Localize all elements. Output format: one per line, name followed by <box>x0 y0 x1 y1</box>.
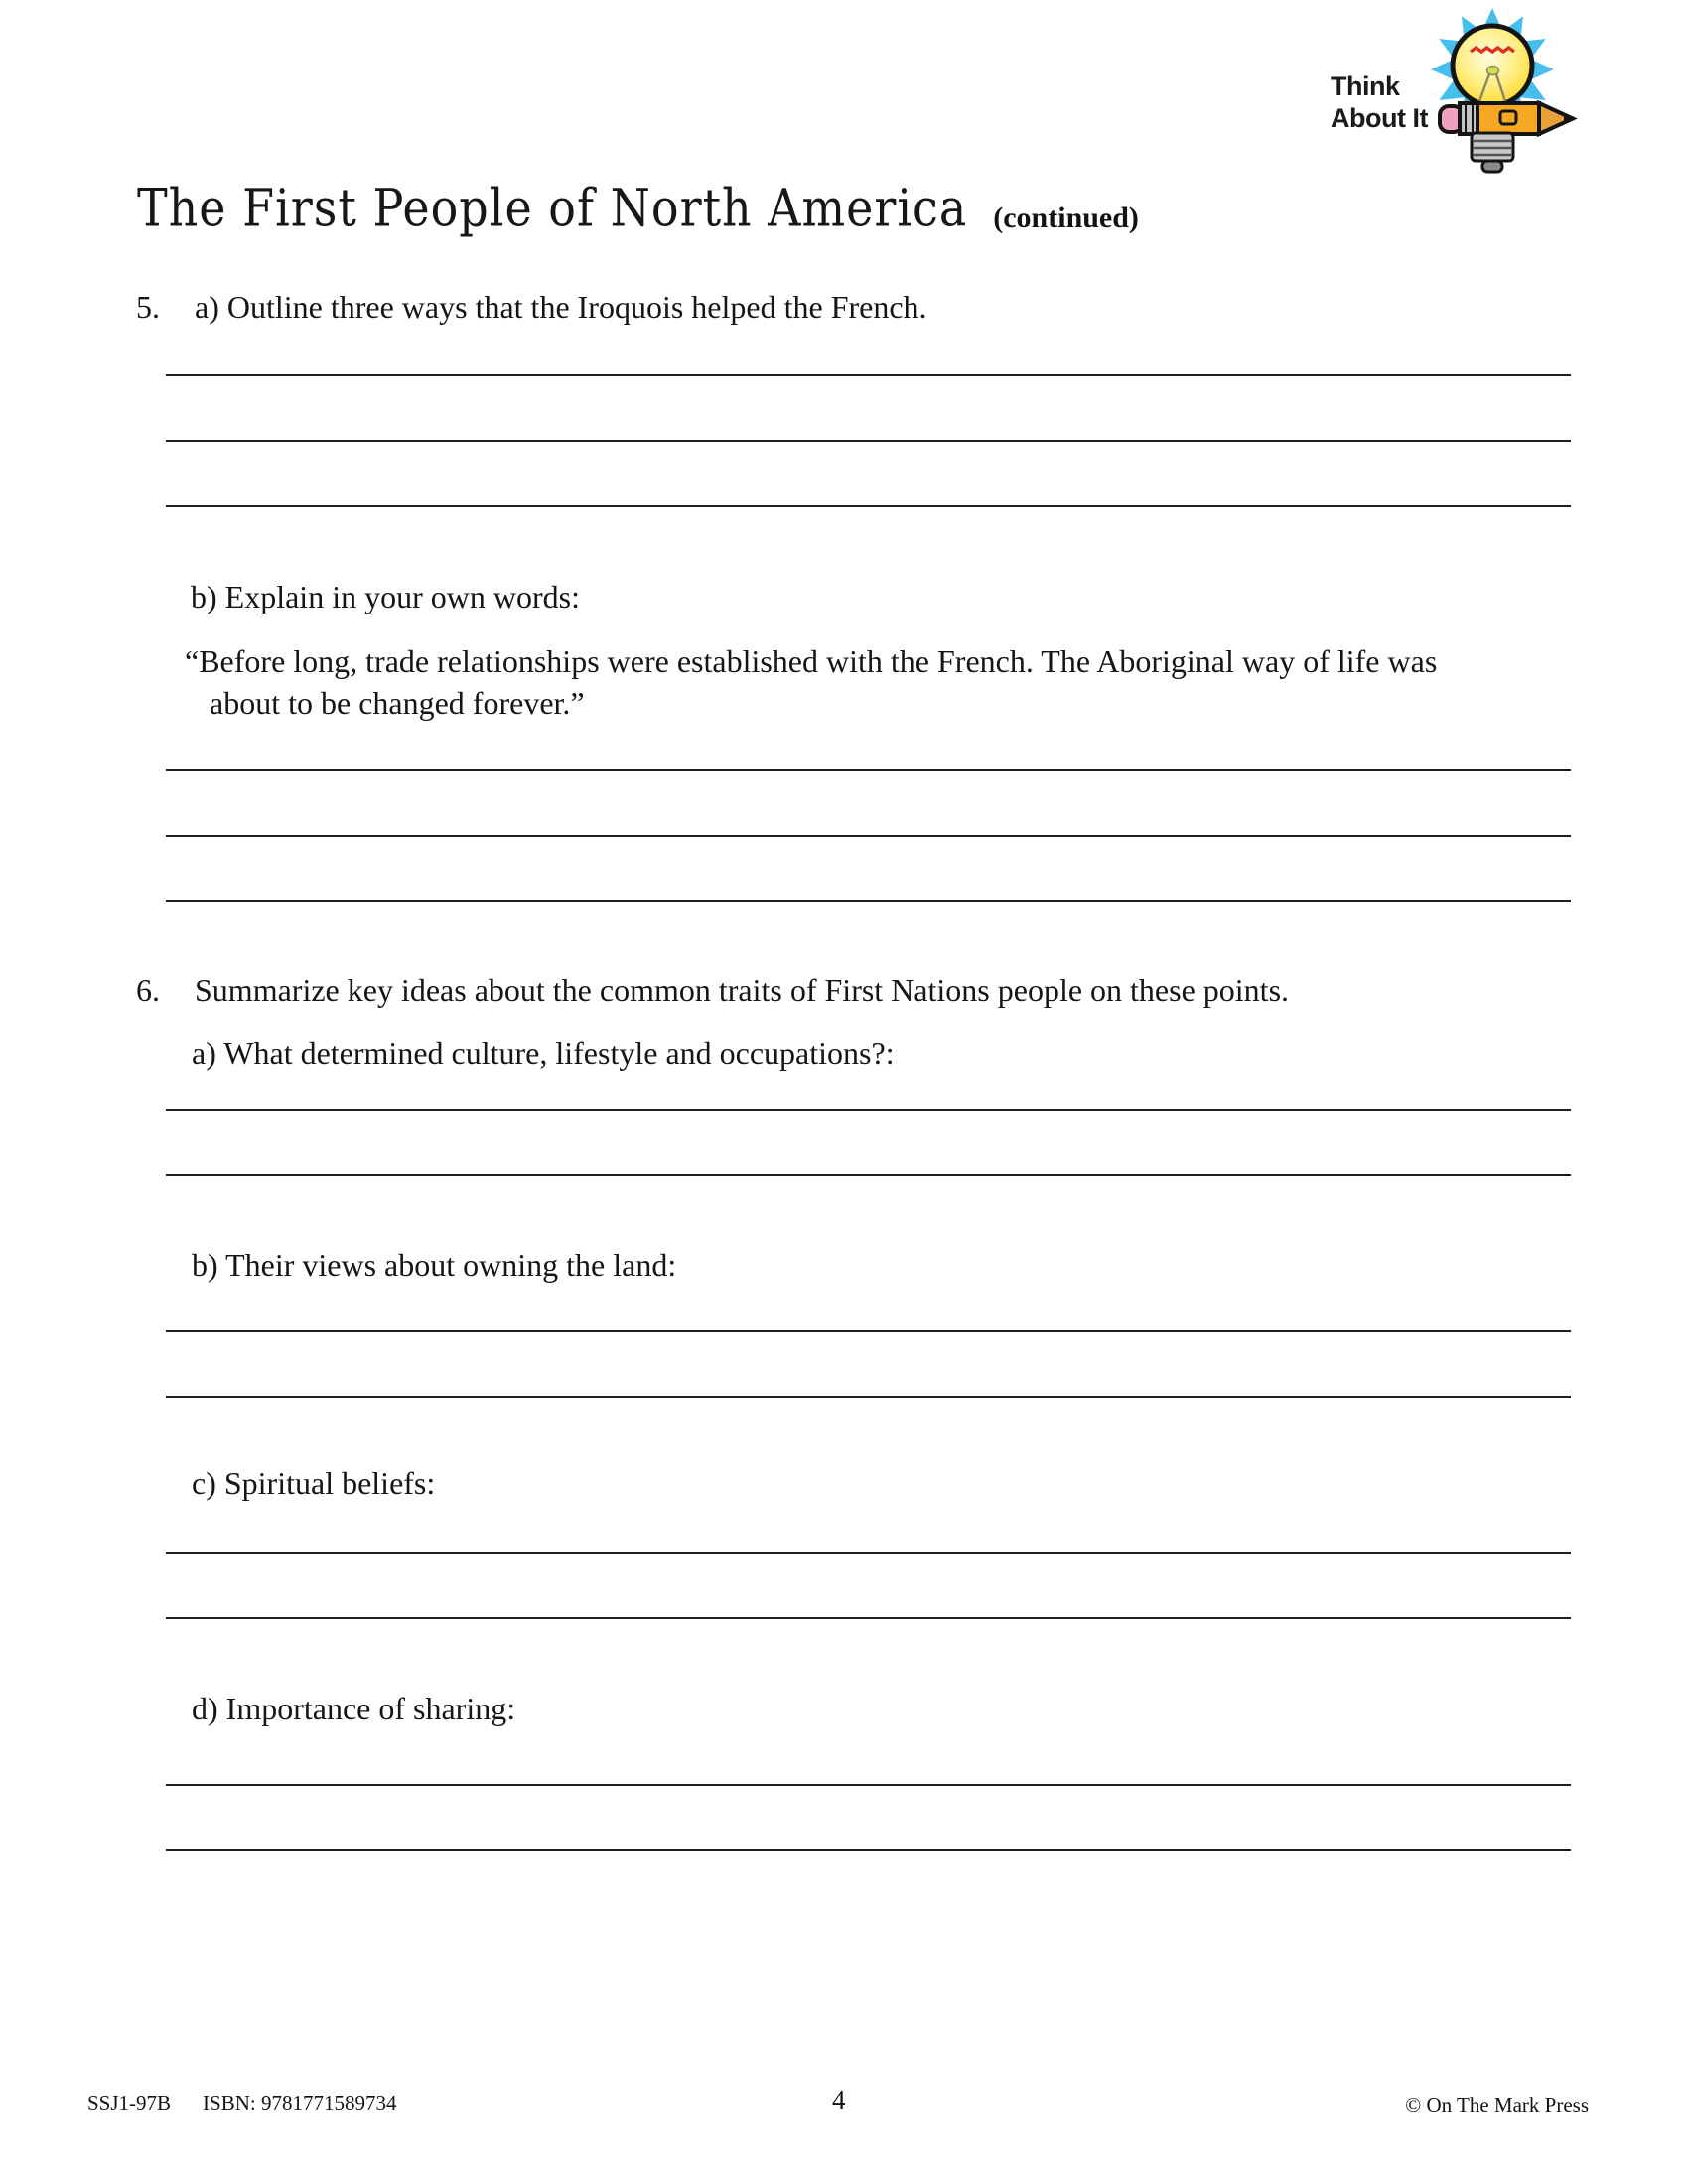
footer-copyright: © On The Mark Press <box>1405 2093 1589 2116</box>
question-6a-label: a) What determined culture, lifestyle and occupations?: <box>192 1035 895 1071</box>
logo-text-think: Think <box>1331 71 1400 101</box>
think-about-it-logo <box>1321 8 1599 187</box>
question-6d-answer-lines <box>166 1784 1571 1915</box>
question-5-number: 5. <box>136 289 160 325</box>
answer-line <box>166 1849 1571 1851</box>
pencil-icon <box>1440 103 1573 134</box>
logo-text-about-it: About It <box>1331 103 1428 133</box>
answer-line <box>166 769 1571 771</box>
question-6-number: 6. <box>136 972 160 1008</box>
question-6-prompt: Summarize key ideas about the common traits of First Nations people on these points. <box>195 972 1290 1008</box>
question-6a-answer-lines <box>166 1109 1571 1240</box>
question-6c-answer-lines <box>166 1552 1571 1683</box>
footer-page-number: 4 <box>832 2085 846 2115</box>
answer-line <box>166 1330 1571 1332</box>
page-title-main: The First People of North America <box>137 177 968 238</box>
answer-line <box>166 505 1571 507</box>
question-6b-answer-lines <box>166 1330 1571 1461</box>
question-5b-answer-lines <box>166 769 1571 966</box>
answer-line <box>166 900 1571 902</box>
answer-line <box>166 835 1571 837</box>
question-5b-label: b) Explain in your own words: <box>191 579 580 614</box>
question-6c-label: c) Spiritual beliefs: <box>192 1465 436 1501</box>
question-6d-label: d) Importance of sharing: <box>192 1691 516 1726</box>
page-title-continued: (continued) <box>993 202 1139 234</box>
question-5b-quote-line1: “Before long, trade relationships were established with the French. The Aboriginal way of life was <box>185 643 1438 679</box>
answer-line <box>166 1109 1571 1111</box>
question-5a-label: a) Outline three ways that the Iroquois helped the French. <box>195 289 927 325</box>
screw-base-icon <box>1472 133 1513 172</box>
footer-product-code: SSJ1-97B <box>87 2091 172 2115</box>
answer-line <box>166 1617 1571 1619</box>
answer-line <box>166 1396 1571 1398</box>
answer-line <box>166 374 1571 376</box>
answer-line <box>166 1174 1571 1176</box>
answer-line <box>166 1552 1571 1554</box>
answer-line <box>166 440 1571 442</box>
footer-left <box>87 2091 396 2116</box>
question-6b-label: b) Their views about owning the land: <box>192 1247 677 1283</box>
question-5b-quote-line2: about to be changed forever.” <box>210 685 585 721</box>
page-title <box>137 177 1139 238</box>
question-5a-answer-lines <box>166 374 1571 571</box>
answer-line <box>166 1784 1571 1786</box>
footer-isbn: ISBN: 9781771589734 <box>203 2091 397 2115</box>
